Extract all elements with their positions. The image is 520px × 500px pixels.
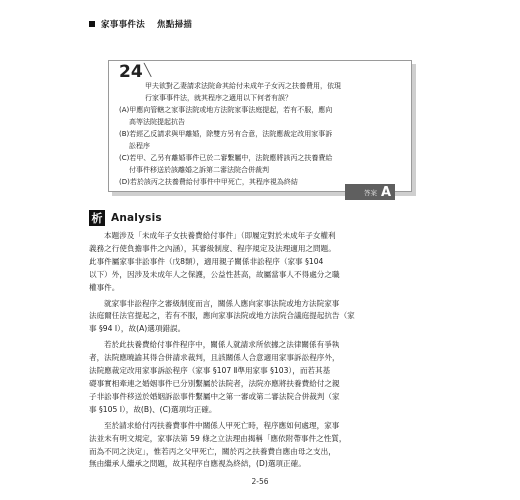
- option-c: [119, 152, 332, 164]
- option-label: (A): [119, 106, 130, 114]
- option-text: 若甲、乙另有離婚事件已於二審繫屬中，法院應將該丙之扶養費給: [129, 154, 333, 162]
- analysis-title: Analysis: [111, 212, 162, 224]
- text-line: 本題涉及「未成年子女扶養費給付事件」（即履定對於未成年子女權利: [104, 231, 336, 240]
- analysis-paragraph: [89, 298, 421, 337]
- option-label: (D): [119, 178, 130, 186]
- analysis-paragraph: [89, 420, 421, 472]
- analysis-body: [89, 230, 421, 474]
- text-line: 就家事非訟程序之審級制度而言，關係人應向家事法院或地方法院家事: [104, 298, 340, 308]
- text-line: 法並未有明文規定，家事法第 59 條之立法理由揭稱「應依附帶事件之性質，: [89, 433, 347, 443]
- option-a-continued: 高等法院提起抗告: [129, 118, 185, 126]
- option-c-continued: 付事件移送於該離婚之訴第二審法院合併裁判: [129, 166, 269, 174]
- text-line: 以下）外，因涉及未成年人之保護，公益性甚高，故屬當事人不得處分之職: [89, 269, 340, 279]
- option-label: (B): [119, 130, 130, 138]
- option-label: (C): [119, 154, 130, 162]
- text-line: 若於此扶養費給付事件程序中，關係人就請求所依據之法律關係有爭執: [104, 340, 340, 350]
- answer-badge: [345, 184, 395, 200]
- text-line: 無由繼承人繼承之問題，故其程序自應視為終結，(D)選項正確。: [89, 459, 306, 469]
- running-header: [89, 18, 192, 30]
- question-stem-line: 行家事事件法，就其程序之適用以下何者有誤？: [145, 94, 292, 102]
- question-stem-line: 甲夫欲對乙妻請求法院命其給付未成年子女丙之扶養費用，依現: [145, 82, 341, 90]
- text-line: 子非訟事件移送於婚姻訴訟事件繫屬中之第一審或第二審法院合併裁判（家: [89, 391, 340, 401]
- option-b-continued: 訟程序: [129, 142, 150, 150]
- text-line: 此事件屬家事非訟事件（戊8類），適用親子關係非訟程序（家事 §104: [89, 256, 324, 266]
- text-line: 事 §105 Ⅰ），故(B)、(C)選項均正確。: [89, 404, 217, 414]
- text-line: 義務之行使負擔事件之內涵），其審級制度、程序規定及法理適用之問題。: [89, 243, 336, 253]
- question-number-accent-icon: ╲: [144, 63, 152, 77]
- text-line: 而為不同之決定」，惟若丙之父甲死亡，關於丙之扶養費自應由母之支出，: [89, 446, 336, 456]
- text-line: 礎事實相牽連之婚姻事件已分別繫屬於法院者，法院亦應將扶養費給付之親: [89, 378, 340, 388]
- option-text: 甲應向管轄之家事法院或地方法院家事法庭提起，若有不服，應向: [129, 106, 333, 114]
- answer-letter: A: [380, 184, 391, 200]
- text-line: 事 §94 Ⅰ），故(A)選項錯誤。: [89, 324, 186, 334]
- analysis-icon: 析: [89, 210, 105, 226]
- question-stem: [145, 80, 407, 104]
- text-line: 者，法院應曉諭其得合併請求裁判，且該關係人合意適用家事訴訟程序外，: [89, 353, 340, 363]
- analysis-paragraph: [89, 230, 421, 295]
- header-book-title: 家事事件法: [101, 20, 146, 30]
- text-line: 法庭爾任法官提起之，若有不服，應向家事法院或地方法院合議庭提起抗告（家: [89, 311, 355, 321]
- question-box: [108, 60, 412, 192]
- option-text: 若經乙反請求與甲離婚，除雙方另有合意，法院應裁定改用家事訴: [129, 130, 333, 138]
- analysis-paragraph: [89, 339, 421, 416]
- page-number: 2-56: [251, 477, 269, 486]
- option-a: [119, 104, 332, 116]
- option-d: [119, 176, 298, 188]
- header-square-icon: [89, 21, 95, 27]
- option-b: [119, 128, 332, 140]
- option-text: 若於該丙之扶養費給付事件中甲死亡，其程序視為終結: [129, 178, 298, 186]
- answer-label: 答案: [363, 188, 377, 197]
- text-line: 至於請求給付丙扶養費事件中關係人甲死亡時，程序應如何處理，家事: [104, 420, 340, 430]
- text-line: 法院應裁定改用家事訴訟程序（家事 §107 Ⅱ準用家事 §103），而若其基: [89, 366, 331, 376]
- question-number: 24: [119, 62, 143, 82]
- text-line: 權事件。: [89, 282, 120, 292]
- analysis-heading: [89, 210, 162, 226]
- header-section-title: 焦點掃描: [157, 20, 193, 30]
